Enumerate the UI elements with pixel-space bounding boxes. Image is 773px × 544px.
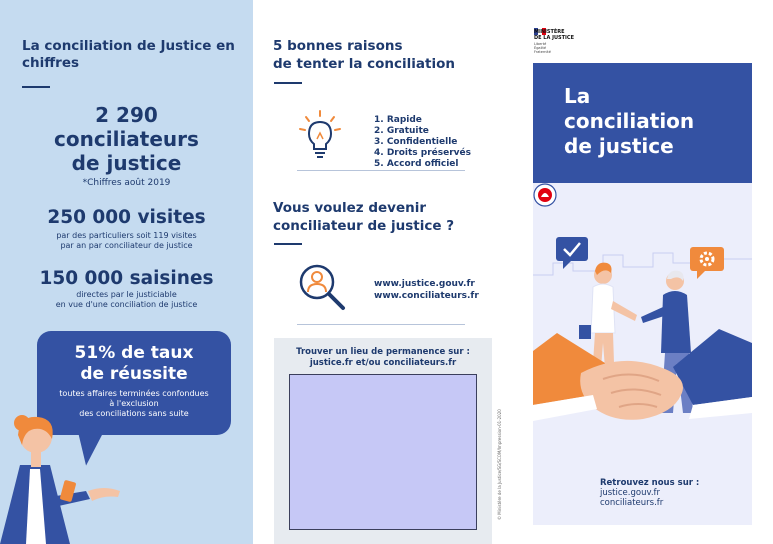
french-flag-icon xyxy=(534,20,546,27)
find-us-justice-link[interactable]: justice.gouv.fr xyxy=(600,488,661,498)
stat-visits: 250 000 visites xyxy=(47,207,206,228)
find-location-title xyxy=(274,347,492,369)
find-location-box xyxy=(274,338,492,544)
stat-visits-detail-line-1: par des particuliers soit 119 visites xyxy=(56,231,197,240)
divider xyxy=(297,324,465,325)
reasons-title-line-2: de tenter la conciliation xyxy=(273,56,455,72)
reason-item: 1. Rapide xyxy=(374,115,422,125)
stat-conciliators-line-2: conciliateurs xyxy=(54,127,199,151)
divider xyxy=(297,170,465,171)
print-credit: © Ministère de la Justice/SG/SCOM/Impression-01-2020 xyxy=(497,409,502,520)
right-panel-cover xyxy=(532,0,773,544)
reasons-title-line-1: 5 bonnes raisons xyxy=(273,38,403,54)
success-rate-title-line-1: 51% de taux xyxy=(74,343,194,363)
find-us-conciliateurs-link[interactable]: conciliateurs.fr xyxy=(600,498,664,508)
ministry-name-line-1: MINISTÈRE xyxy=(534,29,565,35)
stat-conciliators-line-1: 2 290 xyxy=(95,103,158,127)
stat-visits-detail xyxy=(0,231,253,251)
conciliateurs-website-link[interactable]: www.conciliateurs.fr xyxy=(374,291,479,301)
stat-referrals-detail-line-1: directes par le justiciable xyxy=(76,290,177,299)
cover-title-line-2: conciliation xyxy=(564,109,695,133)
cover-title xyxy=(564,84,744,159)
motto-line: Liberté xyxy=(534,42,547,46)
stat-visits-detail-line-2: par an par conciliateur de justice xyxy=(60,241,193,250)
success-rate-detail-line-3: des conciliations sans suite xyxy=(79,409,189,418)
success-rate-title-line-2: de réussite xyxy=(80,364,188,384)
stat-conciliators-line-3: de justice xyxy=(71,151,182,175)
reason-item: 3. Confidentielle xyxy=(374,137,458,147)
stat-referrals: 150 000 saisines xyxy=(39,268,214,289)
left-panel-statistics xyxy=(0,0,253,544)
republic-motto xyxy=(534,42,551,54)
cover-title-band xyxy=(533,63,752,183)
stat-conciliators xyxy=(0,103,253,175)
cover-title-line-3: de justice xyxy=(564,134,674,158)
motto-line: Fraternité xyxy=(534,50,551,54)
woman-speaking-illustration xyxy=(0,405,140,544)
reasons-title-underline xyxy=(274,82,302,84)
motto-line: Égalité xyxy=(534,46,547,50)
location-placeholder-area xyxy=(289,374,477,530)
stat-date-note: *Chiffres août 2019 xyxy=(82,178,171,188)
ministry-name-line-2: DE LA JUSTICE xyxy=(534,35,574,41)
success-rate-detail-line-1: toutes affaires terminées confondues xyxy=(59,389,209,398)
reason-item: 2. Gratuite xyxy=(374,126,429,136)
ministry-name xyxy=(534,29,574,41)
stat-referrals-detail xyxy=(0,290,253,310)
title-underline xyxy=(22,86,50,88)
find-location-title-line-1: Trouver un lieu de permanence sur : xyxy=(296,347,470,357)
become-title-underline xyxy=(274,243,302,245)
become-conciliator-title-line-1: Vous voulez devenir xyxy=(273,200,427,216)
find-us-title: Retrouvez nous sur : xyxy=(600,478,700,488)
stat-referrals-detail-line-2: en vue d'une conciliation de justice xyxy=(55,300,198,309)
reason-item: 5. Accord officiel xyxy=(374,159,459,169)
checkmark-chat-icon xyxy=(556,237,588,269)
justice-website-link[interactable]: www.justice.gouv.fr xyxy=(374,279,475,289)
become-conciliator-title-line-2: conciliateur de justice ? xyxy=(273,218,455,234)
handshake-illustration xyxy=(533,183,752,525)
reasons-title xyxy=(273,37,493,73)
website-links xyxy=(374,278,479,302)
find-location-title-line-2: justice.fr et/ou conciliateurs.fr xyxy=(309,358,457,368)
lightbulb-icon xyxy=(297,109,343,161)
gear-chat-icon xyxy=(690,247,724,279)
statistics-title: La conciliation de Justice en chiffres xyxy=(22,38,235,71)
marianne-seal-icon xyxy=(533,183,557,207)
find-us-block xyxy=(600,478,699,508)
magnifier-person-icon xyxy=(297,262,349,314)
success-rate-title xyxy=(37,343,231,385)
success-rate-detail-line-2: à l'exclusion xyxy=(109,399,159,408)
reason-item: 4. Droits préservés xyxy=(374,148,471,158)
cover-title-line-1: La xyxy=(564,84,591,108)
become-conciliator-title xyxy=(273,199,493,235)
reasons-list xyxy=(374,115,471,170)
cover-illustration-area xyxy=(533,183,752,525)
